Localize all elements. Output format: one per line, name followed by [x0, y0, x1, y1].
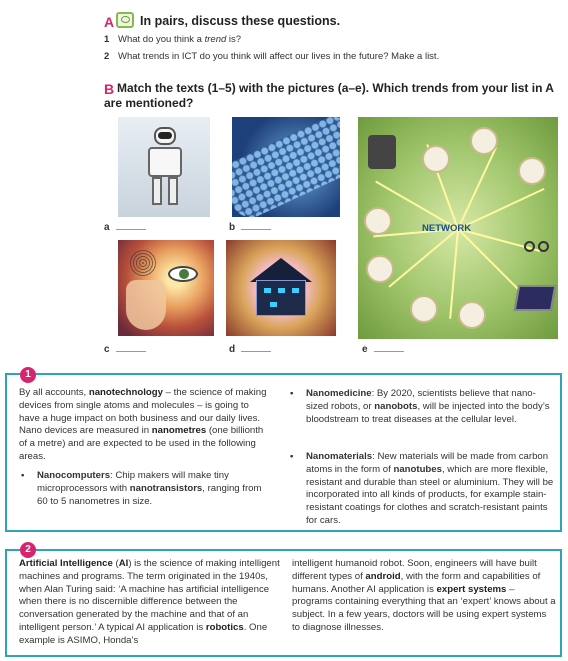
answer-blank[interactable] [116, 229, 146, 230]
answer-blank[interactable] [241, 229, 271, 230]
answer-blank[interactable] [116, 351, 146, 352]
laptop-icon [514, 285, 557, 311]
picture-d-smart-house [226, 240, 336, 336]
answer-blank[interactable] [241, 351, 271, 352]
network-node-icon [518, 157, 546, 185]
picture-b-nanotube-structure [232, 117, 340, 217]
bullet-nanocomputers: • Nanocomputers: Chip makers will make tiny microprocessors with nanotransistors, ranging from 60 to 5 nanometres in size. [21, 470, 262, 507]
text-1-number-badge: 1 [20, 367, 36, 383]
picture-c-eye-and-fingerprint [118, 240, 214, 336]
text-2-right-column: intelligent humanoid robot. Soon, engineers will have built different types of android, with the form and capabilities of humans. Another AI application is expert systems – programs containing everything that an ‘expert’ knows about a subject. In a few years, doctors will be using expert systems to diagnose illnesses. [292, 558, 556, 633]
section-a-letter: A [104, 14, 115, 30]
picture-a-humanoid-robot [118, 117, 210, 217]
caption-c: c [104, 344, 146, 355]
text-2-left-column: Artificial Intelligence (AI) is the science of making intelligent machines and programs. The term originated in the 1940s, when Alan Turing said: ‘A machine has artificial intelligence when there is no discernible difference between the conversation generated by the machine and that of an intelligent person.’ A typical AI application is robotics. One example is ASIMO, Honda’s [19, 558, 280, 646]
question-number: 1 [104, 34, 110, 45]
speech-bubble-icon [116, 12, 134, 28]
text-1-intro: By all accounts, nanotechnology – the science of making devices from single atoms and molecules – is going to have a huge impact on both business and our daily lives. Nano devices are measured in nanometres (one billionth of a metre) and are expected to be used in the following areas. [19, 387, 267, 462]
section-b-letter: B [104, 81, 115, 97]
picture-e-network-illustration [358, 117, 558, 339]
bullet-nanomedicine: • Nanomedicine: By 2020, scientists believe that nano-sized robots, or nanobots, will be injected into the body’s bloodstream to treat diseases at the cellular level. [290, 388, 550, 425]
bicycle-icon [524, 235, 550, 253]
network-node-icon [458, 301, 486, 329]
question-2: 2 What trends in ICT do you think will affect our lives in the future? Make a list. [104, 51, 440, 62]
question-1: 1 What do you think a trend is? [104, 34, 242, 45]
network-node-icon [364, 207, 392, 235]
caption-a: a [104, 222, 146, 233]
network-node-icon [470, 127, 498, 155]
section-a-title: In pairs, discuss these questions. [140, 14, 341, 28]
network-label: NETWORK [422, 223, 472, 234]
network-node-icon [366, 255, 394, 283]
section-b-title: Match the texts (1–5) with the pictures (a–e). Which trends from your list in A are mentioned? [104, 81, 554, 110]
telephone-icon [368, 135, 396, 169]
caption-e: e [362, 344, 404, 355]
network-node-icon [410, 295, 438, 323]
text-2-number-badge: 2 [20, 542, 36, 558]
network-node-icon [422, 145, 450, 173]
caption-d: d [229, 344, 271, 355]
question-number: 2 [104, 51, 110, 62]
answer-blank[interactable] [374, 351, 404, 352]
bullet-nanomaterials: • Nanomaterials: New materials will be made from carbon atoms in the form of nanotubes, which are more flexible, resistant and durable than steel or aluminium. They will be incorporated into all kinds of products, for example stain-resistant coatings for clothes and scratch-resistant paints for cars. [290, 451, 554, 526]
caption-b: b [229, 222, 271, 233]
